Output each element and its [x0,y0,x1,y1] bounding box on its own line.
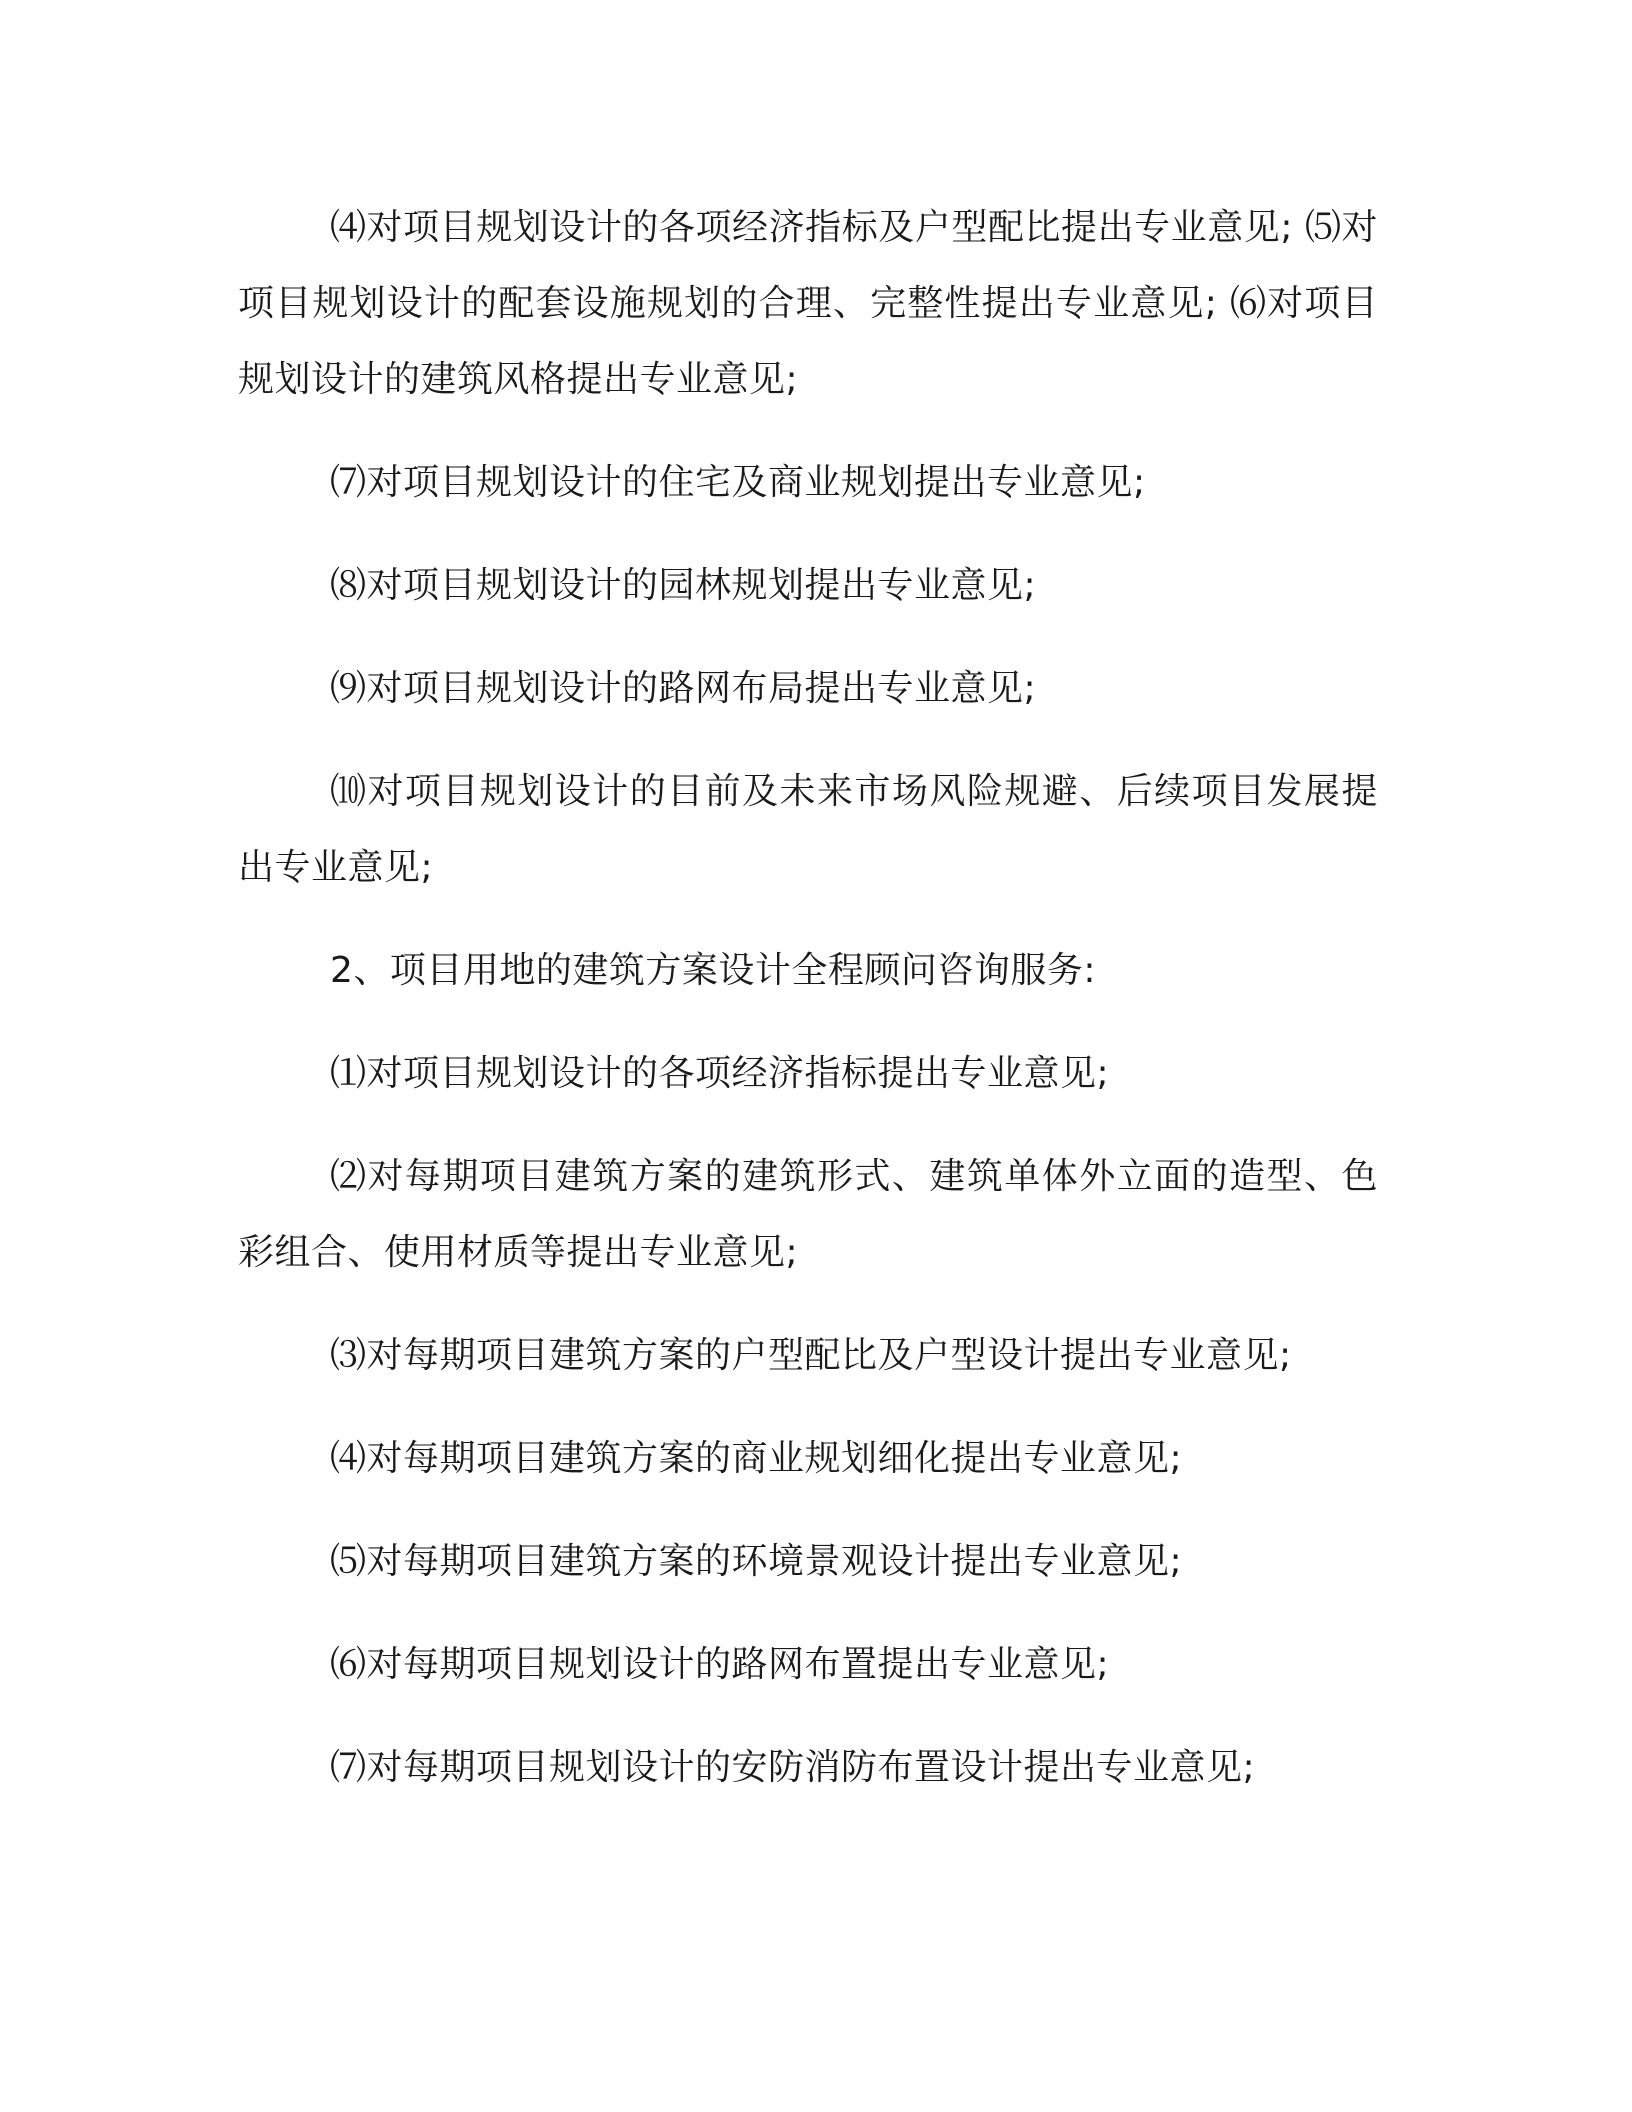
paragraph-item-7: ⑺对项目规划设计的住宅及商业规划提出专业意见; [330,462,1146,503]
paragraph-sub-item-4: ⑷对每期项目建筑方案的商业规划细化提出专业意见; [330,1438,1183,1479]
paragraph-sub-item-2: ⑵对每期项目建筑方案的建筑形式、建筑单体外立面的造型、色彩组合、使用材质等提出专业意见; [238,1156,1378,1273]
paragraph-item-9: ⑼对项目规划设计的路网布局提出专业意见; [330,668,1037,709]
paragraph-sub-item-5: ⑸对每期项目建筑方案的环境景观设计提出专业意见; [330,1541,1183,1582]
paragraph-sub-item-6: ⑹对每期项目规划设计的路网布置提出专业意见; [330,1644,1110,1685]
paragraph-sub-item-3: ⑶对每期项目建筑方案的户型配比及户型设计提出专业意见; [330,1335,1292,1376]
paragraph-item-4-6: ⑷对项目规划设计的各项经济指标及户型配比提出专业意见; ⑸对项目规划设计的配套设施规划的合理、完整性提出专业意见; ⑹对项目规划设计的建筑风格提出专业意见; [238,207,1378,400]
paragraph-item-8: ⑻对项目规划设计的园林规划提出专业意见; [330,565,1037,606]
paragraph-sub-item-1: ⑴对项目规划设计的各项经济指标提出专业意见; [330,1053,1110,1094]
document-body [238,190,1378,1833]
paragraph-sub-item-7: ⑺对每期项目规划设计的安防消防布置设计提出专业意见; [330,1747,1256,1788]
paragraph-item-10: ⑽对项目规划设计的目前及未来市场风险规避、后续项目发展提出专业意见; [238,771,1378,888]
section-heading-2: 2、项目用地的建筑方案设计全程顾问咨询服务: [330,950,1097,991]
